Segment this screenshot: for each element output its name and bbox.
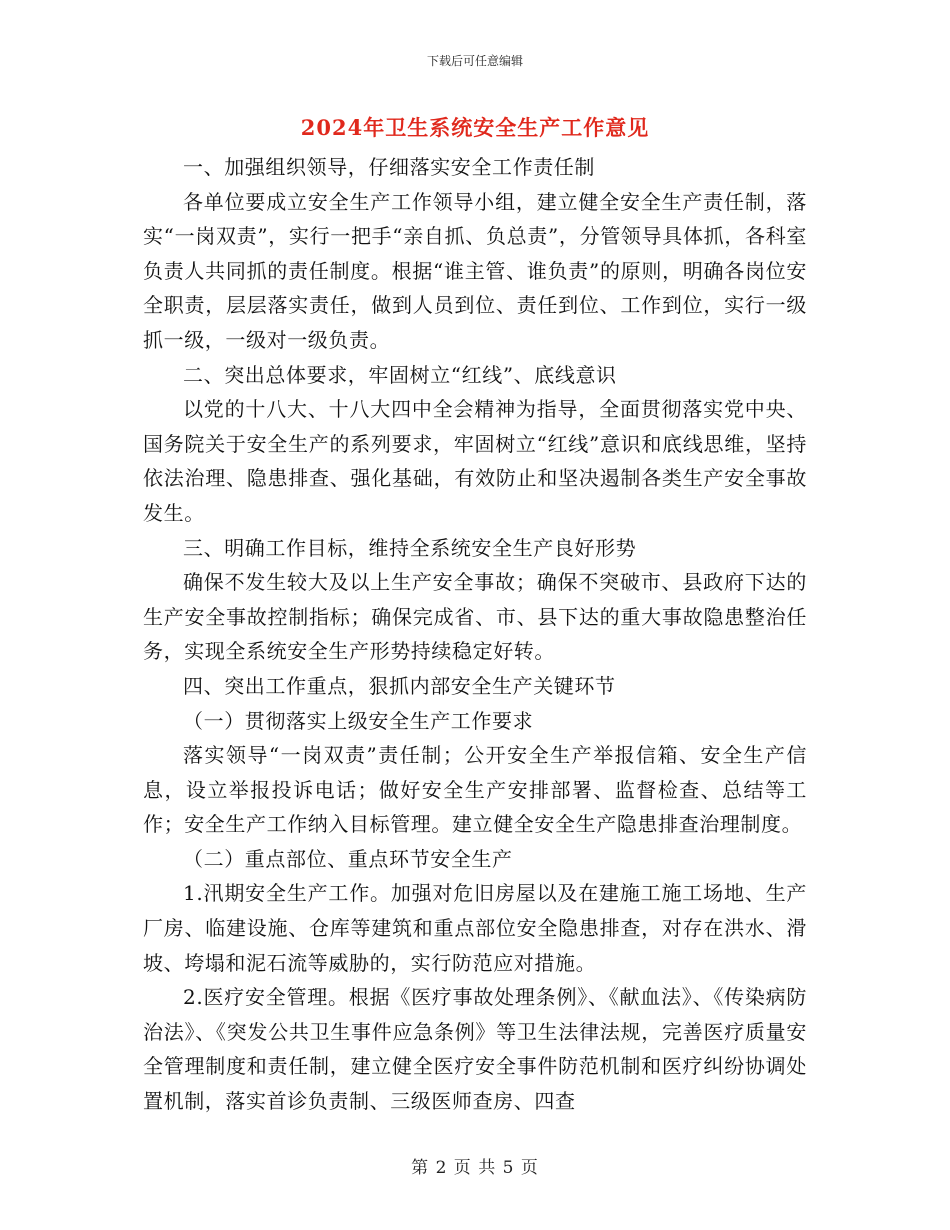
paragraph-4: 落实领导“一岗双责”责任制；公开安全生产举报信箱、安全生产信息，设立举报投诉电话；做好安全生产安排部署、监督检查、总结等工作；安全生产工作纳入目标管理。建立健全安全生产隐患排查治理制度。 bbox=[143, 743, 807, 837]
page-footer: 第 2 页 共 5 页 bbox=[411, 1158, 539, 1178]
paragraph-2: 以党的十八大、十八大四中全会精神为指导，全面贯彻落实党中央、国务院关于安全生产的系列要求，牢固树立“红线”意识和底线思维，坚持依法治理、隐患排查、强化基础，有效防止和坚决遏制各类生产安全事故发生。 bbox=[143, 397, 807, 525]
paragraph-6: 2.医疗安全管理。根据《医疗事故处理条例》、《献血法》、《传染病防治法》、《突发公共卫生事件应急条例》等卫生法律法规，完善医疗质量安全管理制度和责任制，建立健全医疗安全事件防范机制和医疗纠纷协调处置机制，落实首诊负责制、三级医师查房、四查 bbox=[143, 985, 807, 1114]
document-body bbox=[143, 150, 807, 1119]
page-header: 下载后可任意编辑 bbox=[426, 54, 523, 68]
section-heading-1: 一、加强组织领导，仔细落实安全工作责任制 bbox=[183, 155, 595, 179]
subsection-heading-2: （二）重点部位、重点环节安全生产 bbox=[183, 846, 513, 871]
section-heading-4: 四、突出工作重点，狠抓内部安全生产关键环节 bbox=[183, 673, 616, 698]
document-title: 2024年卫生系统安全生产工作意见 bbox=[300, 115, 650, 140]
paragraph-5: 1.汛期安全生产工作。加强对危旧房屋以及在建施工施工场地、生产厂房、临建设施、仓库等建筑和重点部位安全隐患排查，对存在洪水、滑坡、垮塌和泥石流等威胁的，实行防范应对措施。 bbox=[143, 881, 807, 975]
section-heading-3: 三、明确工作目标，维持全系统安全生产良好形势 bbox=[183, 535, 637, 560]
section-heading-2: 二、突出总体要求，牢固树立“红线”、底线意识 bbox=[183, 362, 617, 387]
paragraph-1: 各单位要成立安全生产工作领导小组，建立健全安全生产责任制，落实“一岗双责”，实行一把手“亲自抓、负总责”，分管领导具体抓，各科室负责人共同抓的责任制度。根据“谁主管、谁负责”的原则，明确各岗位安全职责，层层落实责任，做到人员到位、责任到位、工作到位，实行一级抓一级，一级对一级负责。 bbox=[143, 189, 807, 352]
subsection-heading-1: （一）贯彻落实上级安全生产工作要求 bbox=[183, 708, 534, 733]
paragraph-3: 确保不发生较大及以上生产安全事故；确保不突破市、县政府下达的生产安全事故控制指标；确保完成省、市、县下达的重大事故隐患整治任务，实现全系统安全生产形势持续稳定好转。 bbox=[143, 570, 807, 664]
